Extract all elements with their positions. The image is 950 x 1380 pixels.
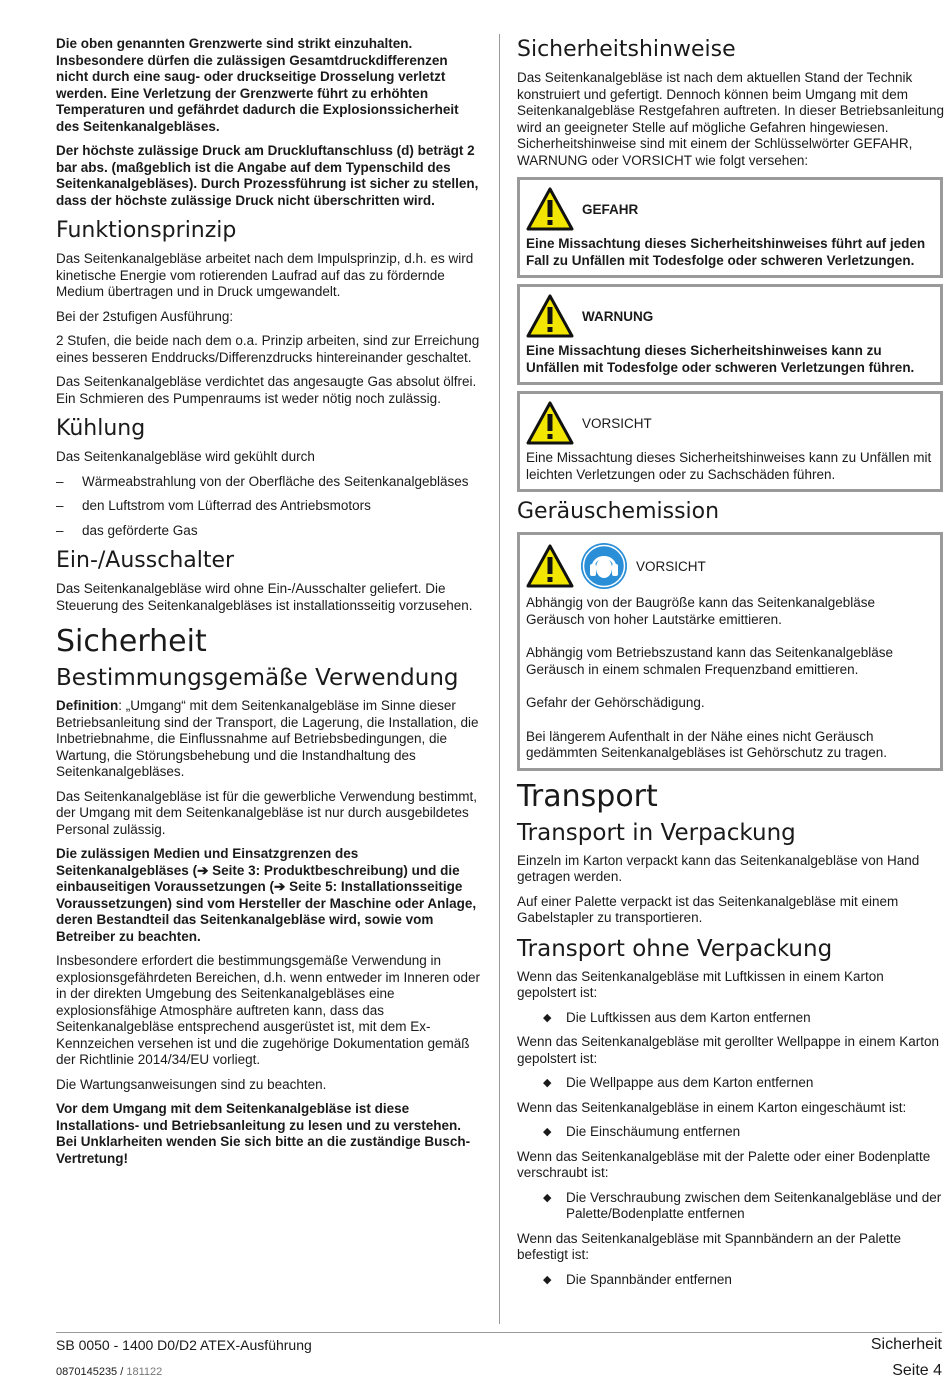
kuehlung-paragraph: Das Seitenkanalgebläse wird gekühlt durch (56, 449, 315, 464)
gefahr-label: GEFAHR (582, 201, 639, 217)
warning-triangle-icon (526, 401, 574, 445)
left-column (56, 36, 482, 1175)
sicherheitshinweise-heading: Sicherheitshinweise (517, 37, 736, 62)
geraeusch-box (517, 532, 943, 771)
transport-chapter-title: Transport (517, 778, 658, 814)
ohne-list-5 (517, 1272, 945, 1289)
list-item: ◆ Die Verschraubung zwischen dem Seitenkanalgebläse und der Palette/Bodenplatte entfernen (517, 1190, 945, 1223)
intro-paragraph-2: Der höchste zulässige Druck am Druckluftanschluss (d) beträgt 2 bar abs. (maßgeblich ist die Angabe auf dem Typenschild des Seitenkanalgebläses). Durch Prozessführung ist sicher zu stellen, dass der höchste zulässige Druck nicht überschritten wird. (56, 143, 479, 208)
column-divider (499, 34, 500, 1324)
footer-page-number: Seite 4 (892, 1362, 942, 1379)
list-item: ◆ Die Luftkissen aus dem Karton entfernen (517, 1010, 945, 1027)
definition-paragraph (56, 698, 482, 781)
warnung-box (517, 284, 943, 385)
funktionsprinzip-paragraph-2: Bei der 2stufigen Ausführung: (56, 308, 234, 324)
gefahr-text: Eine Missachtung dieses Sicherheitshinweises führt auf jeden Fall zu Unfällen mit Todesfolge oder schweren Verletzungen. (526, 236, 926, 268)
funktionsprinzip-paragraph-1: Das Seitenkanalgebläse arbeitet nach dem Impulsprinzip, d.h. es wird kinetische Energie vom rotierenden Laufrad auf das zu fördernde Medium übertragen und in Druck umgewandelt. (56, 251, 474, 299)
funktionsprinzip-paragraph-4: Das Seitenkanalgebläse verdichtet das angesaugte Gas absolut ölfrei. Ein Schmieren des Pumpenraums ist weder nötig noch zulässig. (56, 374, 477, 406)
footer-doc-number (56, 1366, 162, 1378)
geraeusch-label: VORSICHT (636, 558, 706, 574)
ohne-list-1 (517, 1010, 945, 1027)
bestimmung-paragraph-4: Insbesondere erfordert die bestimmungsgemäße Verwendung in explosionsgefährdeten Bereichen, d.h. wenn entweder im Inneren oder in der direkten Umgebung des Seitenkanalgebläses eine explosionsfähige Atmosphäre auftreten kann, dass das Seitenkanalgebläse entsprechend ausgerüstet ist, mit dem Ex-Kennzeichen versehen ist und die zugehörige Dokumentation gemäß der Richtlinie 2014/34/EU vorliegt. (56, 953, 481, 1067)
bestimmung-paragraph-3: Die zulässigen Medien und Einsatzgrenzen des Seitenkanalgebläses (➔ Seite 3: Produktbeschreibung) und die einbauseitigen Voraussetzungen (➔ Seite 5: Installationsseitige Voraussetzungen) sind vom Hersteller der Maschine oder Anlage, deren Bestandteil das Seitenkanalgebläse wird, sowie vom Betreiber zu beachten. (56, 846, 477, 944)
geraeusch-paragraph-4: Bei längerem Aufenthalt in der Nähe eines nicht Geräusch gedämmten Seitenkanalgebläses ist Gehörschutz zu tragen. (526, 728, 887, 760)
transport-in-verpackung-heading: Transport in Verpackung (517, 819, 796, 846)
warnung-text: Eine Missachtung dieses Sicherheitshinweises kann zu Unfällen mit Todesfolge oder schweren Verletzungen führen. (526, 343, 915, 375)
warning-triangle-icon (526, 187, 574, 231)
geraeusch-paragraph-1: Abhängig von der Baugröße kann das Seitenkanalgebläse Geräusch von hoher Lautstärke emittieren. (526, 595, 876, 627)
list-item: – Wärmeabstrahlung von der Oberfläche des Seitenkanalgebläses (56, 474, 482, 491)
ear-protection-icon (580, 542, 628, 590)
footer-section: Sicherheit (870, 1336, 942, 1353)
list-item: – den Luftstrom vom Lüfterrad des Antriebsmotors (56, 498, 482, 515)
ohne-paragraph-4: Wenn das Seitenkanalgebläse mit der Palette oder einer Bodenplatte verschraubt ist: (517, 1148, 931, 1180)
gefahr-box (517, 177, 943, 278)
bestimmung-paragraph-2: Das Seitenkanalgebläse ist für die gewerbliche Verwendung bestimmt, der Umgang mit dem Seitenkanalgebläse ist nur durch ausgebildetes Personal zulässig. (56, 788, 477, 837)
geraeusch-paragraph-3: Gefahr der Gehörschädigung. (526, 695, 705, 710)
footer-date: 181122 (126, 1366, 163, 1378)
vorsicht-label: VORSICHT (582, 415, 652, 431)
right-column (517, 36, 945, 1296)
definition-label: Definition (56, 698, 119, 713)
intro-paragraph-1: Die oben genannten Grenzwerte sind strikt einzuhalten. Insbesondere dürfen die zulässigen Gesamtdruckdifferenzen nicht durch eine saug- oder druckseitige Drosselung verletzt werden. Eine Verletzung der Grenzwerte führt zu erhöhten Temperaturen und gefährdet dadurch die Explosionssicherheit des Seitenkanalgebläses. (56, 36, 459, 134)
ohne-list-2 (517, 1075, 945, 1092)
ohne-paragraph-1: Wenn das Seitenkanalgebläse mit Luftkissen in einem Karton gepolstert ist: (517, 968, 884, 1000)
ohne-list-4 (517, 1190, 945, 1223)
sicherheit-chapter-title: Sicherheit (56, 624, 207, 659)
geraeuschemission-heading: Geräuschemission (517, 499, 720, 524)
footer-rule (56, 1332, 942, 1333)
verpackung-paragraph-2: Auf einer Palette verpackt ist das Seitenkanalgebläse mit einem Gabelstapler zu transportieren. (517, 893, 899, 925)
list-item: ◆ Die Einschäumung entfernen (517, 1124, 945, 1141)
warning-triangle-icon (526, 294, 574, 338)
bestimmung-heading: Bestimmungsgemäße Verwendung (56, 665, 459, 691)
geraeusch-paragraph-2: Abhängig vom Betriebszustand kann das Seitenkanalgebläse Geräusch in einem schmalen Frequenzband emittieren. (526, 645, 893, 677)
kuehlung-list (56, 474, 482, 540)
bestimmung-paragraph-5: Die Wartungsanweisungen sind zu beachten. (56, 1076, 327, 1092)
list-item: ◆ Die Spannbänder entfernen (517, 1272, 945, 1289)
ohne-list-3 (517, 1124, 945, 1141)
warnung-label: WARNUNG (582, 308, 654, 324)
kuehlung-heading: Kühlung (56, 416, 146, 441)
funktionsprinzip-heading: Funktionsprinzip (56, 218, 237, 243)
definition-text: : „Umgang“ mit dem Seitenkanalgebläse im Sinne dieser Betriebsanleitung sind der Transport, die Lagerung, die Installation, die Inbetriebnahme, die Einflussnahme auf Betriebsbedingungen, die Wartung, die Störungsbehebung und die Instandhaltung des Seitenkanalgebläses. (56, 698, 479, 779)
ohne-paragraph-5: Wenn das Seitenkanalgebläse mit Spannbändern an der Palette befestigt ist: (517, 1230, 902, 1262)
list-item: ◆ Die Wellpappe aus dem Karton entfernen (517, 1075, 945, 1092)
schalter-paragraph: Das Seitenkanalgebläse wird ohne Ein-/Ausschalter geliefert. Die Steuerung des Seitenkanalgebläses ist installationsseitig vorzusehen. (56, 581, 473, 613)
ohne-paragraph-3: Wenn das Seitenkanalgebläse in einem Karton eingeschäumt ist: (517, 1099, 907, 1115)
vorsicht-text: Eine Missachtung dieses Sicherheitshinweises kann zu Unfällen mit leichten Verletzungen oder zu Sachschäden führen. (526, 450, 932, 482)
warning-triangle-icon (526, 544, 574, 588)
list-item: – das geförderte Gas (56, 523, 482, 540)
sicherheitshinweise-paragraph: Das Seitenkanalgebläse ist nach dem aktuellen Stand der Technik konstruiert und gefertigt. Dennoch können beim Umgang mit dem Seitenkanalgebläse Restgefahren auftreten. In dieser Betriebsanleitung wird an geeigneter Stelle auf mögliche Gefahren hingewiesen. Sicherheitshinweise sind mit einem der Schlüsselwörter GEFAHR, WARNUNG oder VORSICHT wie folgt versehen: (517, 70, 945, 168)
bestimmung-paragraph-6: Vor dem Umgang mit dem Seitenkanalgebläse ist diese Installations- und Betriebsanleitung zu lesen und zu verstehen. Bei Unklarheiten wenden Sie sich bitte an die zuständige Busch-Vertretung! (56, 1101, 471, 1166)
ohne-paragraph-2: Wenn das Seitenkanalgebläse mit gerollter Wellpappe in einem Karton gepolstert ist: (517, 1034, 940, 1066)
footer-doc-title: SB 0050 - 1400 D0/D2 ATEX-Ausführung (56, 1337, 312, 1353)
transport-ohne-verpackung-heading: Transport ohne Verpackung (517, 935, 833, 962)
schalter-heading: Ein-/Ausschalter (56, 548, 235, 573)
funktionsprinzip-paragraph-3: 2 Stufen, die beide nach dem o.a. Prinzip arbeiten, sind zur Erreichung eines besseren Enddrucks/Differenzdrucks hintereinander geschaltet. (56, 333, 480, 365)
vorsicht-box (517, 391, 943, 492)
verpackung-paragraph-1: Einzeln im Karton verpackt kann das Seitenkanalgebläse von Hand getragen werden. (517, 852, 920, 884)
footer-number: 0870145235 / (56, 1366, 127, 1378)
